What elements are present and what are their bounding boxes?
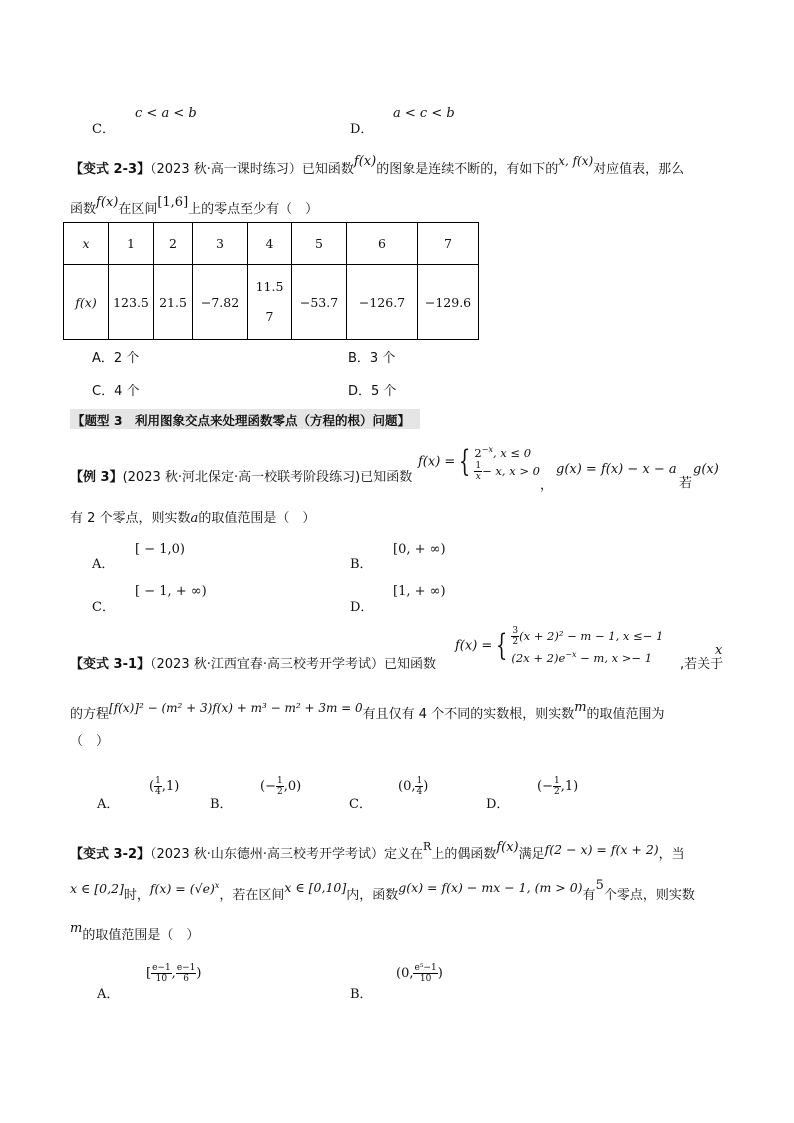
piecewise-f-3-1 — [455, 626, 663, 666]
option-c: C．4 个 — [92, 384, 140, 399]
math-g-def: g(x) = f(x) − x − a — [556, 462, 677, 477]
answer-paren: （ ） — [70, 734, 110, 749]
numerator: 1 — [553, 776, 560, 786]
option-b-value — [260, 776, 301, 797]
math-symmetry: f(2 − x) = f(x + 2) — [544, 842, 659, 857]
option-c-label: C． — [92, 600, 115, 615]
question-2-3-line2 — [70, 195, 319, 217]
value-table — [63, 222, 479, 340]
math-part: f(x) = (√e) — [149, 881, 215, 896]
question-3-1-line1 — [70, 653, 436, 672]
question-3-2-line1 — [70, 840, 685, 862]
punctuation: ， — [540, 478, 554, 493]
math-fraction — [511, 626, 519, 647]
table-cell: 123.5 — [109, 265, 154, 340]
denominator: 6 — [183, 974, 189, 984]
math-fraction — [154, 776, 162, 797]
comma: , — [171, 966, 176, 981]
piecewise-f-example3 — [418, 442, 540, 482]
option-d-value — [537, 776, 578, 797]
bracket: ) — [196, 966, 202, 981]
math-fx-def: f(x) = — [418, 454, 456, 470]
table-cell: 5 — [292, 223, 347, 265]
question-text: 已知函数 — [301, 162, 354, 177]
table-cell: −129.6 — [418, 265, 479, 340]
option-c-label: C． — [92, 122, 115, 137]
math-exponent: −x — [565, 650, 577, 659]
question-text: 的取值范围是（ ） — [82, 928, 200, 943]
math-case: (2x + 2)e — [511, 650, 566, 665]
option-a-value — [146, 963, 201, 984]
example-3-line2 — [70, 507, 315, 526]
table-cell-part: 11.5 — [255, 279, 284, 294]
math-fraction — [553, 776, 561, 797]
denominator: 4 — [416, 787, 423, 797]
option-d: D．5 个 — [348, 384, 397, 399]
bracket: (0, — [396, 966, 414, 981]
numerator: 3 — [512, 626, 519, 636]
bracket: ,1) — [161, 779, 180, 794]
table-cell: 21.5 — [154, 265, 193, 340]
question-text: 个零点，则实数 — [603, 888, 695, 903]
bracket: ( — [149, 779, 155, 794]
math-fx: f(x) — [496, 840, 519, 855]
math-fraction — [474, 461, 482, 482]
option-b-label: B． — [210, 797, 233, 812]
math-fx-def: f(x) = — [455, 638, 493, 654]
question-text: 上的偶函数 — [431, 847, 497, 862]
math-fx: f(x) — [96, 195, 119, 210]
denominator: 2 — [512, 637, 519, 647]
question-text: 对应值表，那么 — [593, 162, 685, 177]
denominator: 4 — [155, 787, 161, 797]
question-text: 时， — [123, 888, 150, 903]
denominator: 2 — [276, 787, 283, 797]
math-domain: x ∈ [0,2] — [70, 881, 124, 896]
math-x: x — [715, 643, 723, 658]
bracket: ) — [437, 966, 443, 981]
numerator: 1 — [155, 776, 161, 786]
question-source: （2023 秋·高一课时练习） — [150, 162, 302, 177]
question-tag: 【例 3】 — [70, 470, 123, 485]
option-b: B．3 个 — [348, 351, 396, 366]
question-text: 上的零点至少有（ ） — [188, 202, 319, 217]
option-c-value — [398, 776, 428, 797]
math-R: R — [423, 840, 432, 853]
table-cell: −7.82 — [193, 265, 248, 340]
question-text: 函数 — [70, 202, 97, 217]
table-header-fx: f(x) — [64, 265, 109, 340]
example-3-line1 — [70, 466, 412, 485]
question-3-1-line2 — [70, 700, 665, 722]
option-b-value — [396, 963, 443, 984]
numerator: 1 — [475, 460, 482, 471]
option-b-value: [0, + ∞) — [393, 542, 446, 557]
question-text: 满足 — [518, 847, 545, 862]
question-text: 定义在 — [384, 847, 424, 862]
question-text: 已知函数 — [384, 657, 437, 672]
question-text: 已知函数 — [360, 470, 413, 485]
option-c-expression: c < a < b — [135, 106, 197, 121]
question-source: (2023 秋·河北保定·高一校联考阶段练习) — [122, 470, 361, 485]
math-g-def: g(x) = f(x) − mx − 1, (m > 0) — [398, 880, 583, 895]
numerator: 1 — [276, 776, 283, 786]
question-text: 若 — [679, 476, 693, 491]
math-exponent: x — [214, 880, 220, 890]
math-fraction — [413, 963, 437, 984]
piecewise-brace: { — [459, 443, 471, 479]
table-cell: 3 — [193, 223, 248, 265]
numerator: e⁵−1 — [414, 963, 437, 973]
question-text: 的取值范围为 — [586, 707, 665, 722]
option-c-value: [ − 1, + ∞) — [135, 584, 207, 599]
option-a-label: A． — [92, 557, 115, 572]
table-cell-wrapped — [248, 265, 292, 340]
option-a-label: A． — [97, 987, 120, 1002]
bracket: (0, — [398, 779, 416, 794]
table-cell: −126.7 — [347, 265, 418, 340]
piecewise-cases — [511, 626, 663, 666]
option-d-value: [1, + ∞) — [393, 584, 446, 599]
question-text: 的方程 — [70, 707, 110, 722]
math-gx: g(x) — [693, 462, 719, 477]
bracket: (− — [260, 779, 276, 794]
math-exponent: −x — [481, 445, 493, 454]
option-a-value — [149, 776, 179, 797]
question-2-3-line1 — [70, 154, 685, 177]
option-d-label: D． — [350, 600, 374, 615]
math-fraction — [176, 963, 197, 984]
question-text: 有 — [582, 888, 596, 903]
question-text: 有且仅有 4 个不同的实数根，则实数 — [362, 707, 575, 722]
option-d-expression: a < c < b — [393, 106, 455, 121]
question-text: 内，函数 — [346, 888, 399, 903]
bracket: ) — [423, 779, 429, 794]
math-interval: [1,6] — [157, 195, 189, 210]
table-cell: 6 — [347, 223, 418, 265]
table-cell: −53.7 — [292, 265, 347, 340]
option-a-value: [ − 1,0) — [135, 542, 185, 557]
question-text: 的图象是连续不断的，有如下的 — [376, 162, 559, 177]
denominator: 2 — [553, 787, 560, 797]
math-fx: f(x) — [353, 154, 377, 169]
math-base: 2 — [474, 445, 482, 460]
math-five: 5 — [595, 878, 604, 893]
option-b-label: B． — [350, 987, 373, 1002]
question-text: ,若关于 — [680, 657, 724, 672]
question-source: （2023 秋·江西宜春·高三校考开学考试） — [150, 657, 384, 672]
question-tag: 【变式 2-3】 — [70, 162, 151, 177]
option-c-label: C． — [349, 797, 372, 812]
question-source: （2023 秋·山东德州·高三校考开学考试） — [150, 847, 384, 862]
numerator: e−1 — [152, 963, 171, 973]
bracket: (− — [537, 779, 553, 794]
denominator: 10 — [419, 974, 432, 984]
piecewise-brace: { — [496, 627, 508, 663]
table-cell: 7 — [418, 223, 479, 265]
math-m: m — [574, 700, 587, 715]
section-title: 【题型 3 利用图象交点来处理函数零点（方程的根）问题】 — [72, 413, 411, 428]
option-a-label: A． — [97, 797, 120, 812]
numerator: 1 — [416, 776, 423, 786]
math-f-def — [150, 881, 219, 896]
math-fraction — [151, 963, 172, 984]
question-tag: 【变式 3-1】 — [70, 657, 151, 672]
table-header-x: x — [64, 223, 109, 265]
piecewise-cases — [474, 442, 540, 482]
question-tag: 【变式 3-2】 — [70, 847, 151, 862]
table-cell: 2 — [154, 223, 193, 265]
math-equation: [f(x)]² − (m² + 3)f(x) + m³ − m² + 3m = 0 — [109, 701, 363, 715]
math-fraction — [276, 776, 284, 797]
table-cell-part: 7 — [265, 309, 274, 324]
question-text: 的取值范围是（ ） — [198, 511, 316, 526]
denominator: 10 — [155, 974, 168, 984]
table-cell: 4 — [248, 223, 292, 265]
math-x-fx: x, f(x) — [558, 154, 594, 168]
question-text: ，当 — [658, 847, 685, 862]
table-cell: 1 — [109, 223, 154, 265]
bracket: ,1) — [560, 779, 579, 794]
numerator: e−1 — [176, 963, 196, 973]
option-d-label: D． — [486, 797, 510, 812]
option-a: A．2 个 — [92, 351, 140, 366]
bracket: [ — [146, 966, 152, 981]
denominator: x — [475, 471, 481, 482]
option-d-label: D． — [350, 122, 374, 137]
math-condition: − x, x > 0 — [482, 463, 540, 478]
math-case: (x + 2)² − m − 1, x ≤− 1 — [519, 629, 664, 643]
option-b-label: B． — [350, 557, 373, 572]
math-domain: x ∈ [0,10] — [284, 880, 347, 895]
question-text: ，若在区间 — [219, 888, 285, 903]
math-case: − m, x >− 1 — [576, 650, 653, 665]
bracket: ,0) — [283, 779, 302, 794]
math-a: a — [190, 511, 199, 526]
question-3-2-line2 — [70, 878, 695, 903]
question-text: 在区间 — [118, 202, 158, 217]
question-3-2-line3 — [70, 921, 200, 943]
math-condition: , x ≤ 0 — [492, 445, 532, 460]
question-text: 有 2 个零点，则实数 — [70, 511, 191, 526]
math-m: m — [70, 921, 83, 936]
